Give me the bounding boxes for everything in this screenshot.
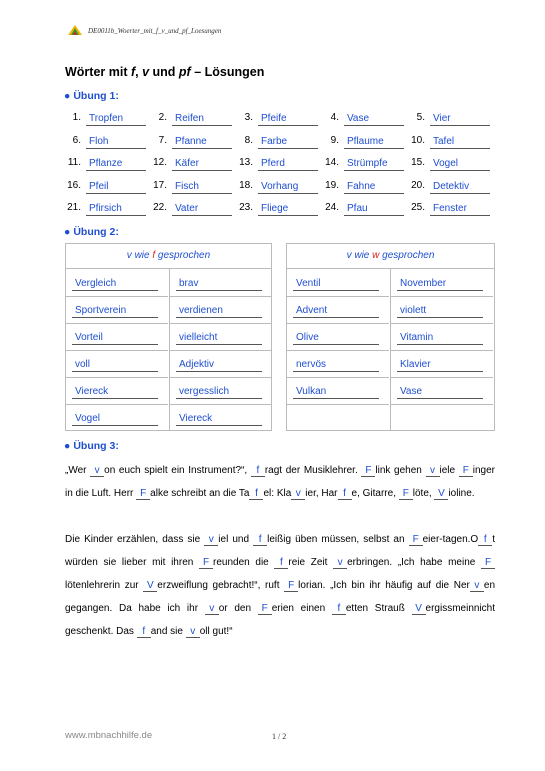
table-word: November — [397, 278, 483, 291]
item-number: 15. — [411, 157, 425, 168]
item-number: 1. — [72, 112, 81, 123]
gap-answer: v — [204, 534, 218, 546]
table-word: verdienen — [176, 305, 262, 318]
table-cell — [390, 296, 493, 324]
text-segment: and sie — [150, 626, 186, 637]
item-number: 19. — [325, 179, 339, 191]
table-word: vielleicht — [176, 332, 262, 345]
table-cell — [66, 350, 168, 378]
gap-answer: f — [253, 534, 267, 546]
answer-field: Vorhang — [258, 180, 318, 194]
table-cell — [390, 377, 493, 405]
gap-answer: V — [412, 603, 426, 615]
text-segment: lötenlehrerin zur — [65, 580, 144, 591]
gap-answer: F — [459, 465, 473, 477]
table-word: Ventil — [293, 278, 379, 291]
item-number: 9. — [330, 134, 339, 146]
gap-answer: F — [399, 488, 413, 500]
table-cell — [287, 269, 389, 297]
gap-answer: V — [434, 488, 448, 500]
item-number: 17. — [153, 179, 167, 191]
table-v-wie-f — [65, 243, 272, 431]
answer-field: Fahne — [344, 180, 404, 194]
text-segment: or den — [218, 603, 258, 614]
text-segment: alke schreibt an die Ta — [150, 488, 250, 499]
table-cell — [169, 296, 272, 324]
text-segment: leißig üben müssen, selbst an — [267, 534, 409, 545]
table-cell — [390, 323, 493, 351]
item-number: 24. — [325, 202, 339, 213]
gap-answer: v — [426, 465, 440, 477]
text-segment: Die Kinder erzählen, dass sie — [65, 534, 205, 545]
item-number: 18. — [239, 179, 253, 191]
text-segment: erbringen. „Ich habe meine — [347, 557, 482, 568]
text-segment: iel und — [218, 534, 254, 545]
gap-answer: F — [409, 534, 423, 546]
gap-answer: F — [199, 557, 213, 569]
uebung-3-paragraph-1 — [65, 459, 495, 505]
table-cell — [169, 269, 272, 297]
logo-icon — [68, 25, 82, 35]
table-word: nervös — [293, 359, 379, 372]
answer-field: Pflaume — [344, 135, 404, 149]
text-segment: t würden sie lieber mit ihren — [65, 534, 495, 568]
text-segment: el: Kla — [263, 488, 292, 499]
answer-field: Fisch — [172, 180, 232, 194]
gap-answer: f — [274, 557, 288, 569]
table-word: Vergleich — [72, 278, 158, 291]
table-word: Adjektiv — [176, 359, 262, 372]
item-number: 8. — [244, 134, 253, 146]
answer-field: Detektiv — [430, 180, 490, 194]
answer-field: Reifen — [172, 112, 232, 126]
text-segment: ragt der Musiklehrer. — [264, 465, 362, 476]
item-number: 2. — [158, 112, 167, 123]
table-word: Vitamin — [397, 332, 483, 345]
table-cell — [169, 404, 272, 431]
table-word: Klavier — [397, 359, 483, 372]
table-word: Vulkan — [293, 386, 379, 399]
text-segment: erzweiflung gebracht!“, ruft — [157, 580, 285, 591]
text-segment: reunden die — [213, 557, 275, 568]
answer-field: Tropfen — [86, 112, 146, 126]
item-number: 11. — [67, 157, 81, 168]
answer-field: Pfirsich — [86, 202, 146, 216]
table-cell — [390, 404, 493, 431]
table-cell — [66, 404, 168, 431]
answer-field: Pfeil — [86, 180, 146, 194]
answer-field: Vase — [344, 112, 404, 126]
table-word: Vase — [397, 386, 483, 399]
table-word: Sportverein — [72, 305, 158, 318]
item-number: 20. — [411, 179, 425, 191]
table-word: Olive — [293, 332, 379, 345]
item-number: 14. — [325, 157, 339, 168]
item-number: 12. — [153, 157, 167, 168]
text-segment: ergissmeinnicht geschenkt. Das — [65, 603, 496, 637]
gap-answer: v — [291, 488, 305, 500]
item-number: 13. — [239, 157, 253, 168]
text-segment: ioline. — [448, 488, 475, 499]
gap-answer: f — [332, 603, 346, 615]
answer-field: Strümpfe — [344, 157, 404, 171]
gap-answer: f — [251, 465, 265, 477]
gap-answer: f — [249, 488, 263, 500]
text-segment: en gegangen. Da habe ich ihr — [65, 580, 496, 614]
text-segment: link gehen — [375, 465, 426, 476]
text-segment: eier-tagen.O — [422, 534, 479, 545]
answer-field: Pferd — [258, 157, 318, 171]
answer-field: Pfeife — [258, 112, 318, 126]
gap-answer: v — [470, 580, 484, 592]
table-cell — [287, 296, 389, 324]
text-segment: lorian. „Ich bin ihr häufig auf die Ner — [298, 580, 470, 591]
answer-field: Fenster — [430, 202, 490, 216]
answer-field: Pfanne — [172, 135, 232, 149]
answer-field: Käfer — [172, 157, 232, 171]
section-uebung-2: ● Übung 2: — [64, 226, 119, 238]
table-cell — [66, 377, 168, 405]
item-number: 5. — [416, 112, 425, 123]
text-segment: inger in die Luft. Herr — [65, 465, 495, 499]
item-number: 23. — [239, 202, 253, 213]
gap-answer: F — [361, 465, 375, 477]
header-filename: DE0011b_Woerter_mit_f_v_und_pf_Loesungen — [88, 27, 222, 35]
item-number: 4. — [330, 112, 339, 123]
table-v-wie-w — [286, 243, 495, 431]
table-cell — [66, 296, 168, 324]
table-word: violett — [397, 305, 483, 318]
table-word: Viereck — [176, 413, 262, 426]
table-word: vergesslich — [176, 386, 262, 399]
item-number: 16. — [67, 179, 81, 191]
text-segment: „Wer — [65, 465, 91, 476]
gap-answer: v — [90, 465, 104, 477]
table-cell — [287, 377, 389, 405]
table-cell — [287, 323, 389, 351]
text-segment: on euch spielt ein Instrument?“, — [104, 465, 251, 476]
table-cell — [287, 404, 389, 431]
text-segment: löte, — [412, 488, 435, 499]
text-segment: etten Strauß — [345, 603, 412, 614]
table-cell — [169, 350, 272, 378]
gap-answer: v — [186, 626, 200, 638]
answer-field: Vier — [430, 112, 490, 126]
table-word: Vorteil — [72, 332, 158, 345]
page-number: 1 / 2 — [272, 732, 287, 741]
answer-field: Fliege — [258, 202, 318, 216]
footer-link[interactable]: www.mbnachhilfe.de — [65, 730, 153, 741]
text-segment: iele — [439, 465, 459, 476]
text-segment: e, Gitarre, — [351, 488, 399, 499]
table-cell — [287, 350, 389, 378]
table-cell — [66, 269, 168, 297]
gap-answer: F — [136, 488, 150, 500]
answer-field: Tafel — [430, 135, 490, 149]
table-word: Vogel — [72, 413, 158, 426]
table-word: Viereck — [72, 386, 158, 399]
text-segment: oll gut!“ — [199, 626, 233, 637]
item-number: 25. — [411, 202, 425, 213]
gap-answer: f — [478, 534, 492, 546]
table-header-v-wie-w: v wie w gesprochen — [287, 244, 494, 269]
gap-answer: v — [205, 603, 219, 615]
table-header-v-wie-f: v wie f gesprochen — [66, 244, 271, 269]
text-segment: ier, Har — [305, 488, 338, 499]
table-word: brav — [176, 278, 262, 291]
section-uebung-3: ● Übung 3: — [64, 440, 119, 452]
gap-answer: V — [143, 580, 157, 592]
gap-answer: v — [333, 557, 347, 569]
item-number: 3. — [244, 112, 253, 123]
answer-field: Floh — [86, 135, 146, 149]
answer-field: Pfau — [344, 202, 404, 216]
table-cell — [66, 323, 168, 351]
table-cell — [390, 350, 493, 378]
table-cell — [390, 269, 493, 297]
table-cell — [169, 323, 272, 351]
item-number: 22. — [153, 202, 167, 213]
item-number: 7. — [158, 134, 167, 146]
answer-field: Farbe — [258, 135, 318, 149]
table-cell — [169, 377, 272, 405]
text-segment: erien einen — [271, 603, 332, 614]
section-uebung-1: ● Übung 1: — [64, 90, 119, 102]
gap-answer: F — [284, 580, 298, 592]
table-word: voll — [72, 359, 158, 372]
item-number: 6. — [72, 134, 81, 146]
gap-answer: f — [338, 488, 352, 500]
item-number: 21. — [67, 202, 81, 213]
page-title: Wörter mit f, v und pf – Lösungen — [65, 65, 265, 79]
item-number: 10. — [411, 134, 425, 146]
gap-answer: f — [137, 626, 151, 638]
answer-field: Vater — [172, 202, 232, 216]
uebung-3-paragraph-2 — [65, 528, 495, 643]
text-segment: reie Zeit — [288, 557, 334, 568]
gap-answer: F — [258, 603, 272, 615]
answer-field: Pflanze — [86, 157, 146, 171]
gap-answer: F — [481, 557, 495, 569]
answer-field: Vogel — [430, 157, 490, 171]
table-word: Advent — [293, 305, 379, 318]
